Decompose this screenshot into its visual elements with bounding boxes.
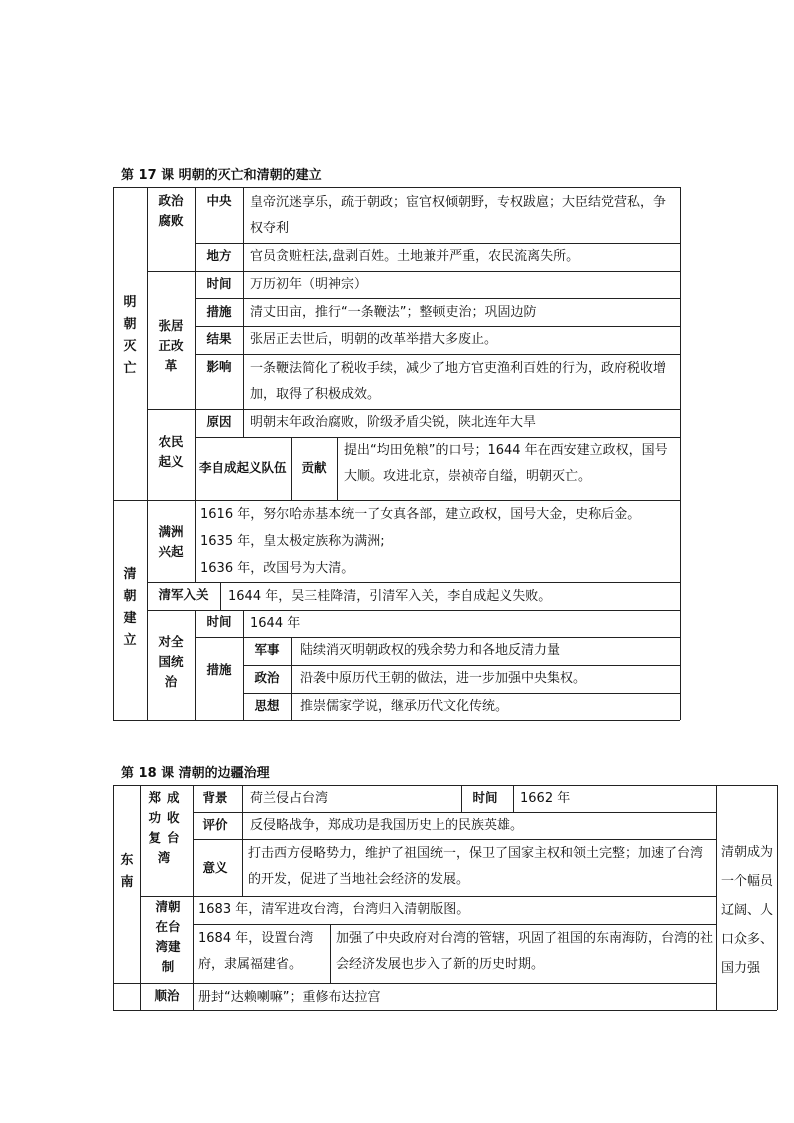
rule-time-label: 时间 (206, 614, 232, 629)
national-rule-label: 对全国统治 (158, 634, 184, 689)
central-label: 中央 (206, 193, 232, 208)
qing-establish-label: 清朝建立 (123, 567, 137, 648)
peasant-uprising-label: 农民起义 (158, 434, 184, 469)
local-label: 地方 (206, 248, 232, 263)
rule-measure-label: 措施 (206, 662, 232, 677)
reform-impact-text: 一条鞭法简化了税收手续，减少了地方官吏渔利百姓的行为，政府税收增加，取得了积极成效。 (250, 361, 667, 402)
significance-label: 意义 (202, 860, 228, 875)
shunzhi-text: 册封“达赖喇嘛”；重修布达拉宫 (198, 990, 381, 1005)
evaluation-text: 反侵略战争，郑成功是我国历史上的民族英雄。 (250, 818, 524, 833)
background-label: 背景 (202, 790, 228, 805)
manchu-line-1: 1616 年，努尔哈赤基本统一了女真各部，建立政权，国号大金，史称后金。 (200, 507, 641, 522)
reform-result-label: 结果 (206, 331, 232, 346)
thought-text: 推崇儒家学说，继承历代文化传统。 (300, 699, 509, 714)
politics-label: 政治 (254, 670, 280, 685)
zheng-chenggong-label: 郑成功收复台湾 (148, 790, 186, 865)
contribution-label: 贡献 (301, 460, 327, 475)
significance-text: 打击西方侵略势力，维护了祖国统一，保卫了国家主权和领土完整；加速了台湾的开发，促进了当地社会经济的发展。 (248, 846, 704, 887)
qing-taiwan-admin-label: 清朝在台湾建制 (155, 899, 181, 974)
evaluation-label: 评价 (202, 817, 228, 832)
zheng-time-label: 时间 (472, 790, 498, 805)
manchu-line-3: 1636 年，改国号为大清。 (200, 561, 355, 576)
reform-measure-label: 措施 (206, 304, 232, 319)
contribution-text: 提出“均田免粮”的口号；1644 年在西安建立政权，国号大顺。攻进北京，崇祯帝自缢，明朝灭亡。 (344, 443, 668, 484)
qing-summary-text: 清朝成为一个幅员辽阔、人口众多、国力强 (721, 845, 774, 976)
shunzhi-label: 顺治 (154, 988, 180, 1003)
local-text: 官员贪赃枉法,盘剥百姓。土地兼并严重，农民流离失所。 (250, 249, 580, 264)
military-text: 陆续消灭明朝政权的残余势力和各地反清力量 (300, 643, 561, 658)
lesson17-title: 第 17 课 明朝的灭亡和清朝的建立 (121, 168, 322, 183)
thought-label: 思想 (254, 698, 280, 713)
qing-enter-pass-text: 1644 年，吴三桂降清，引清军入关，李自成起义失败。 (228, 589, 552, 604)
central-text: 皇帝沉迷享乐，疏于朝政；宦官权倾朝野，专权跋扈；大臣结党营私，争权夺利 (250, 195, 667, 236)
zheng-time-text: 1662 年 (520, 791, 571, 806)
rule-time-text: 1644 年 (250, 616, 301, 631)
qing-taiwan-line1: 1683 年，清军进攻台湾，台湾归入清朝版图。 (198, 902, 470, 917)
li-zicheng-army-label: 李自成起义队伍 (199, 460, 287, 475)
politics-text: 沿袭中原历代王朝的做法，进一步加强中央集权。 (300, 671, 587, 686)
uprising-cause-label: 原因 (206, 414, 232, 429)
military-label: 军事 (254, 642, 280, 657)
zhang-juzheng-reform-label: 张居正改革 (158, 318, 184, 373)
reform-impact-label: 影响 (206, 359, 232, 374)
politics-corruption-label: 政治腐败 (158, 193, 184, 228)
reform-result-text: 张居正去世后，明朝的改革举措大多废止。 (250, 332, 498, 347)
taiwan-prefecture-text: 1684 年，设置台湾府，隶属福建省。 (198, 931, 314, 972)
ming-fall-label: 明朝灭亡 (123, 295, 137, 376)
reform-time-text: 万历初年（明神宗） (250, 277, 368, 292)
southeast-label: 东南 (120, 853, 134, 890)
manchu-line-2: 1635 年，皇太极定族称为满洲; (200, 534, 385, 549)
taiwan-effect-text: 加强了中央政府对台湾的管辖，巩固了祖国的东南海防，台湾的社会经济发展也步入了新的历史时期。 (336, 931, 714, 972)
uprising-cause-text: 明朝末年政治腐败，阶级矛盾尖锐，陕北连年大旱 (250, 415, 537, 430)
lesson18-title: 第 18 课 清朝的边疆治理 (121, 766, 270, 781)
manchu-rise-label: 满洲兴起 (158, 524, 184, 559)
reform-time-label: 时间 (206, 276, 232, 291)
background-text: 荷兰侵占台湾 (250, 791, 329, 806)
qing-enter-pass-label: 清军入关 (158, 587, 209, 602)
reform-measure-text: 清丈田亩，推行“一条鞭法”；整顿吏治；巩固边防 (250, 305, 537, 320)
